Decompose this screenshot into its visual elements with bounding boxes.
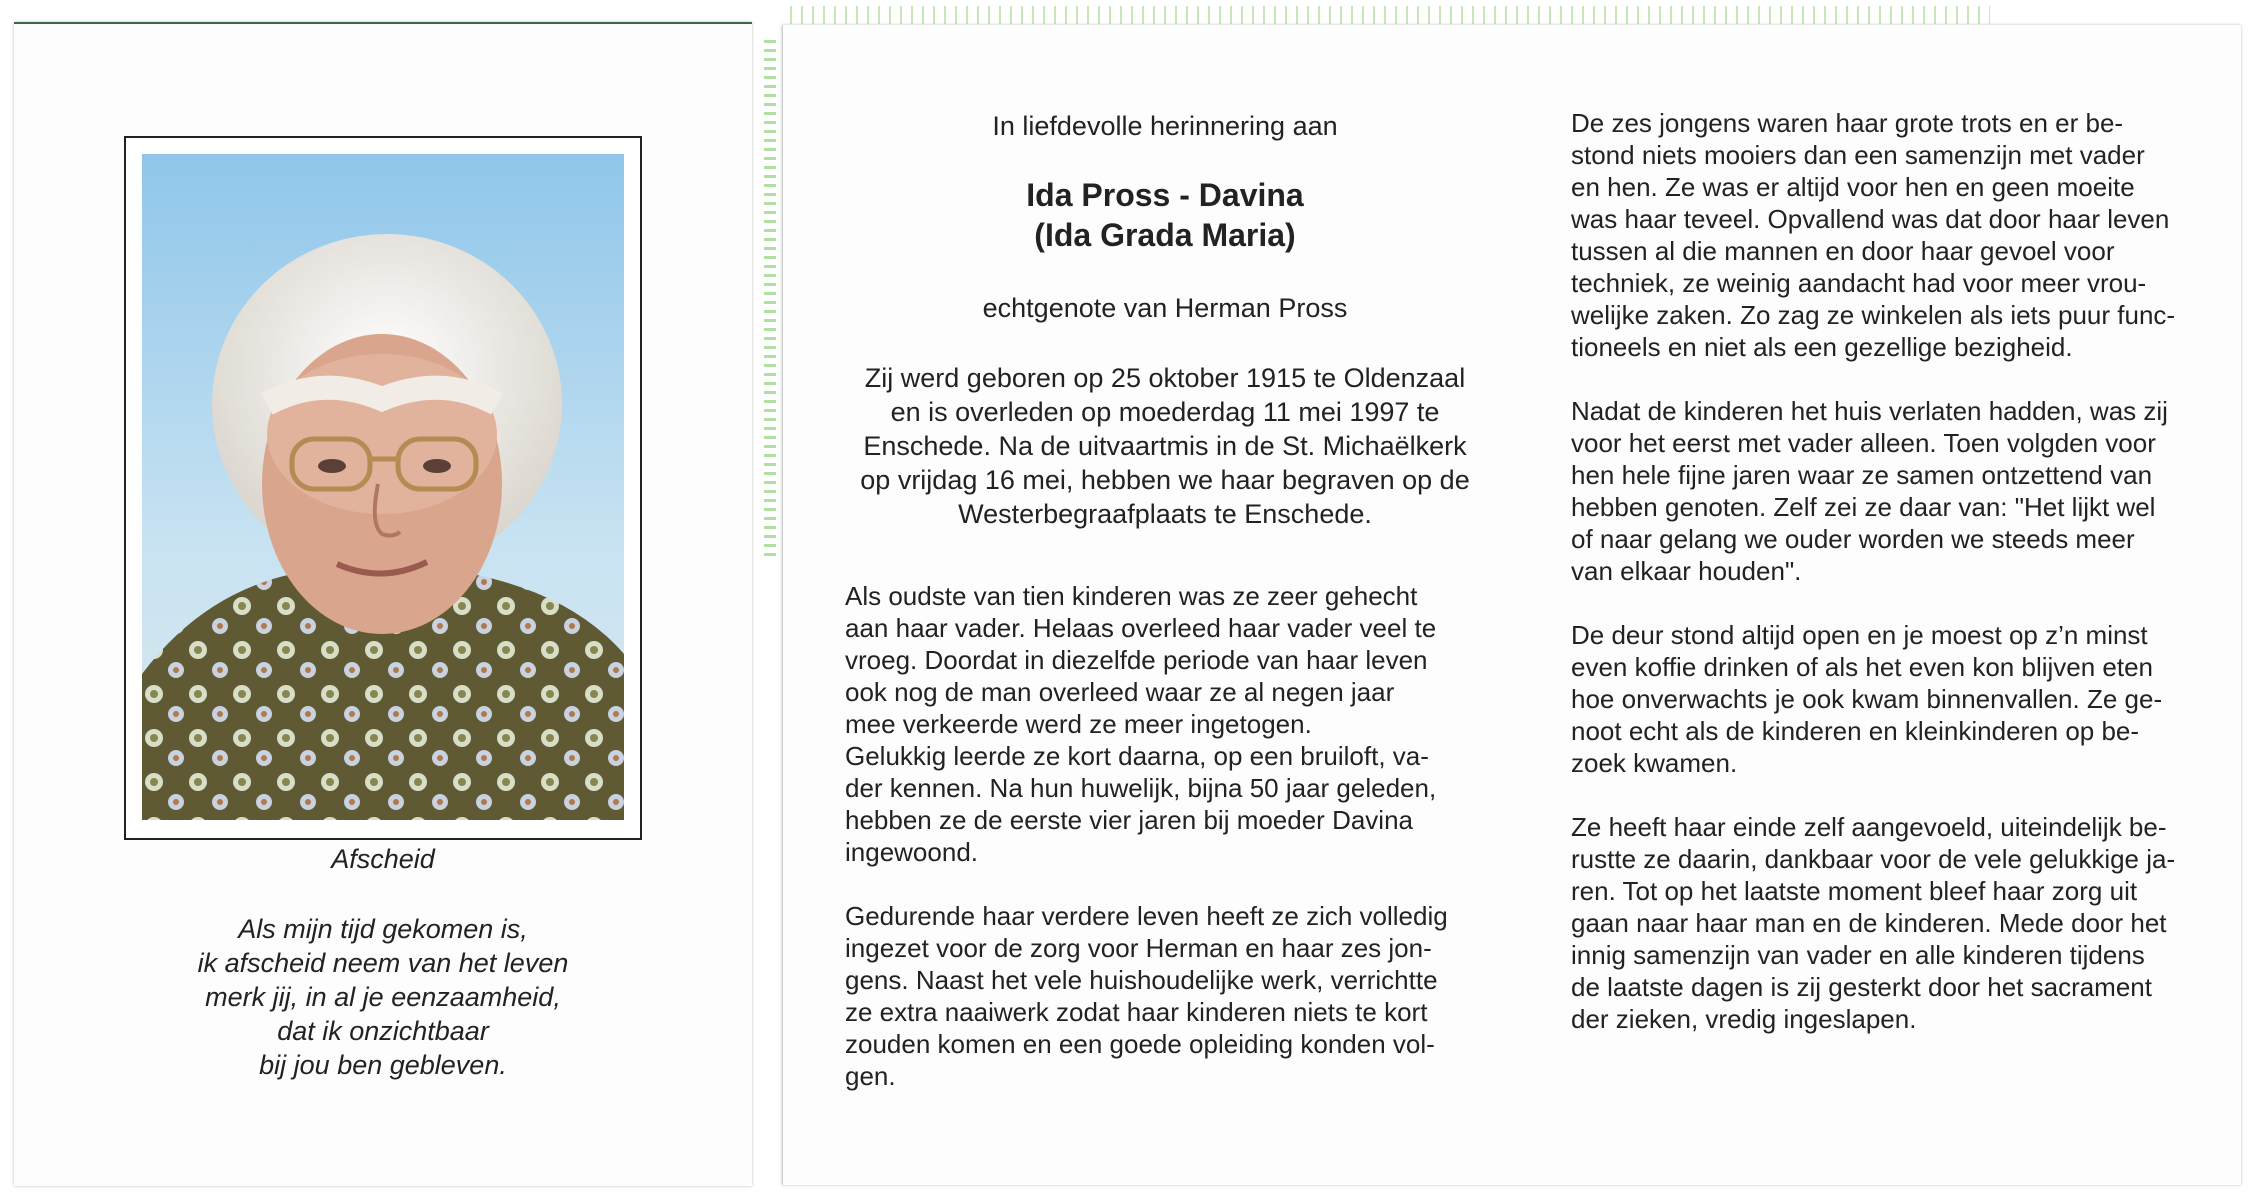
text-line: en is overleden op moederdag 11 mei 1997 te xyxy=(890,397,1440,427)
text-line: ingewoond. xyxy=(845,837,978,867)
text-line: Als oudste van tien kinderen was ze zeer gehecht xyxy=(845,581,1418,611)
poem-line: dat ik onzichtbaar xyxy=(277,1016,489,1046)
right-card xyxy=(782,25,2241,1185)
text-line: Gedurende haar verdere leven heeft ze zich volledig xyxy=(845,901,1448,931)
text-line: Zij werd geboren op 25 oktober 1915 te Oldenzaal xyxy=(864,363,1466,393)
photo-frame xyxy=(124,136,642,840)
name-line: Ida Pross - Davina xyxy=(1026,177,1304,213)
birth-death-text xyxy=(845,361,1485,531)
text-line: Ze heeft haar einde zelf aangevoeld, uiteindelijk be- xyxy=(1571,812,2167,842)
portrait-photo xyxy=(142,154,624,820)
text-line: even koffie drinken of als het even kon blijven eten xyxy=(1571,652,2154,682)
text-line: zoek kwamen. xyxy=(1571,748,1738,778)
text-line: aan haar vader. Helaas overleed haar vader veel te xyxy=(845,613,1437,643)
poem xyxy=(14,912,752,1082)
paragraph xyxy=(1571,811,2191,1035)
text-column-left xyxy=(845,580,1455,1124)
text-line: van elkaar houden". xyxy=(1571,556,1802,586)
text-line: of naar gelang we ouder worden we steeds meer xyxy=(1571,524,2135,554)
poem-line: merk jij, in al je eenzaamheid, xyxy=(205,982,561,1012)
text-line: de laatste dagen is zij gesterkt door het sacrament xyxy=(1571,972,2152,1002)
text-line: der kennen. Na hun huwelijk, bijna 50 jaar geleden, xyxy=(845,773,1437,803)
text-line: en hen. Ze was er altijd voor hen en geen moeite xyxy=(1571,172,2135,202)
text-line: Westerbegraafplaats te Enschede. xyxy=(958,499,1372,529)
text-line: techniek, ze weinig aandacht had voor meer vrou- xyxy=(1571,268,2147,298)
text-line: vroeg. Doordat in diezelfde periode van haar leven xyxy=(845,645,1428,675)
text-line: der zieken, vredig ingeslapen. xyxy=(1571,1004,1917,1034)
text-line: ze extra naaiwerk zodat haar kinderen niets te kort xyxy=(845,997,1428,1027)
paragraph xyxy=(845,900,1455,1092)
text-line: noot echt als de kinderen en kleinkinderen op be- xyxy=(1571,716,2140,746)
left-card xyxy=(14,22,752,1186)
text-line: ingezet voor de zorg voor Herman en haar zes jon- xyxy=(845,933,1432,963)
text-line: zouden komen en een goede opleiding konden vol- xyxy=(845,1029,1435,1059)
text-line: gaan naar haar man en de kinderen. Mede door het xyxy=(1571,908,2167,938)
portrait-illustration xyxy=(142,154,624,820)
scan-edge-top xyxy=(790,6,1990,24)
poem-line: Als mijn tijd gekomen is, xyxy=(238,914,528,944)
intro-text: In liefdevolle herinnering aan xyxy=(992,111,1338,141)
text-line: hen hele fijne jaren waar ze samen ontzettend van xyxy=(1571,460,2153,490)
text-line: welijke zaken. Zo zag ze winkelen als iets puur func- xyxy=(1571,300,2176,330)
deceased-name xyxy=(875,175,1455,255)
poem-line: bij jou ben gebleven. xyxy=(259,1050,507,1080)
text-line: hebben ze de eerste vier jaren bij moeder Davina xyxy=(845,805,1414,835)
text-line: op vrijdag 16 mei, hebben we haar begraven op de xyxy=(860,465,1470,495)
text-line: De zes jongens waren haar grote trots en er be- xyxy=(1571,108,2124,138)
paragraph xyxy=(1571,107,2191,363)
paragraph xyxy=(1571,619,2191,779)
text-line: innig samenzijn van vader en alle kinderen tijdens xyxy=(1571,940,2145,970)
text-line: ook nog de man overleed waar ze al negen jaar xyxy=(845,677,1395,707)
text-line: stond niets mooiers dan een samenzijn met vader xyxy=(1571,140,2145,170)
poem-line: ik afscheid neem van het leven xyxy=(197,948,569,978)
text-line: tussen al die mannen en door haar gevoel voor xyxy=(1571,236,2115,266)
text-line: Enschede. Na de uitvaartmis in de St. Michaëlkerk xyxy=(863,431,1467,461)
scan-edge-left xyxy=(764,40,776,560)
spouse-line: echtgenote van Herman Pross xyxy=(982,293,1348,323)
text-line: gen. xyxy=(845,1061,896,1091)
text-line: Nadat de kinderen het huis verlaten hadden, was zij xyxy=(1571,396,2168,426)
text-line: gens. Naast het vele huishoudelijke werk, verrichtte xyxy=(845,965,1438,995)
text-line: was haar teveel. Opvallend was dat door haar leven xyxy=(1571,204,2170,234)
text-line: rustte ze daarin, dankbaar voor de vele gelukkige ja- xyxy=(1571,844,2176,874)
text-line: De deur stond altijd open en je moest op z’n minst xyxy=(1571,620,2148,650)
text-line: Gelukkig leerde ze kort daarna, op een bruiloft, va- xyxy=(845,741,1429,771)
text-line: mee verkeerde werd ze meer ingetogen. xyxy=(845,709,1312,739)
text-line: hoe onverwachts je ook kwam binnenvallen. Ze ge- xyxy=(1571,684,2163,714)
text-line: tioneels en niet als een gezellige bezigheid. xyxy=(1571,332,2073,362)
photo-caption: Afscheid xyxy=(331,844,435,874)
text-line: ren. Tot op het laatste moment bleef haar zorg uit xyxy=(1571,876,2138,906)
text-column-right xyxy=(1571,107,2191,1067)
paragraph xyxy=(1571,395,2191,587)
paragraph xyxy=(845,580,1455,868)
text-line: voor het eerst met vader alleen. Toen volgden voor xyxy=(1571,428,2156,458)
text-line: hebben genoten. Zelf zei ze daar van: "Het lijkt wel xyxy=(1571,492,2156,522)
full-name-line: (Ida Grada Maria) xyxy=(1034,217,1296,253)
